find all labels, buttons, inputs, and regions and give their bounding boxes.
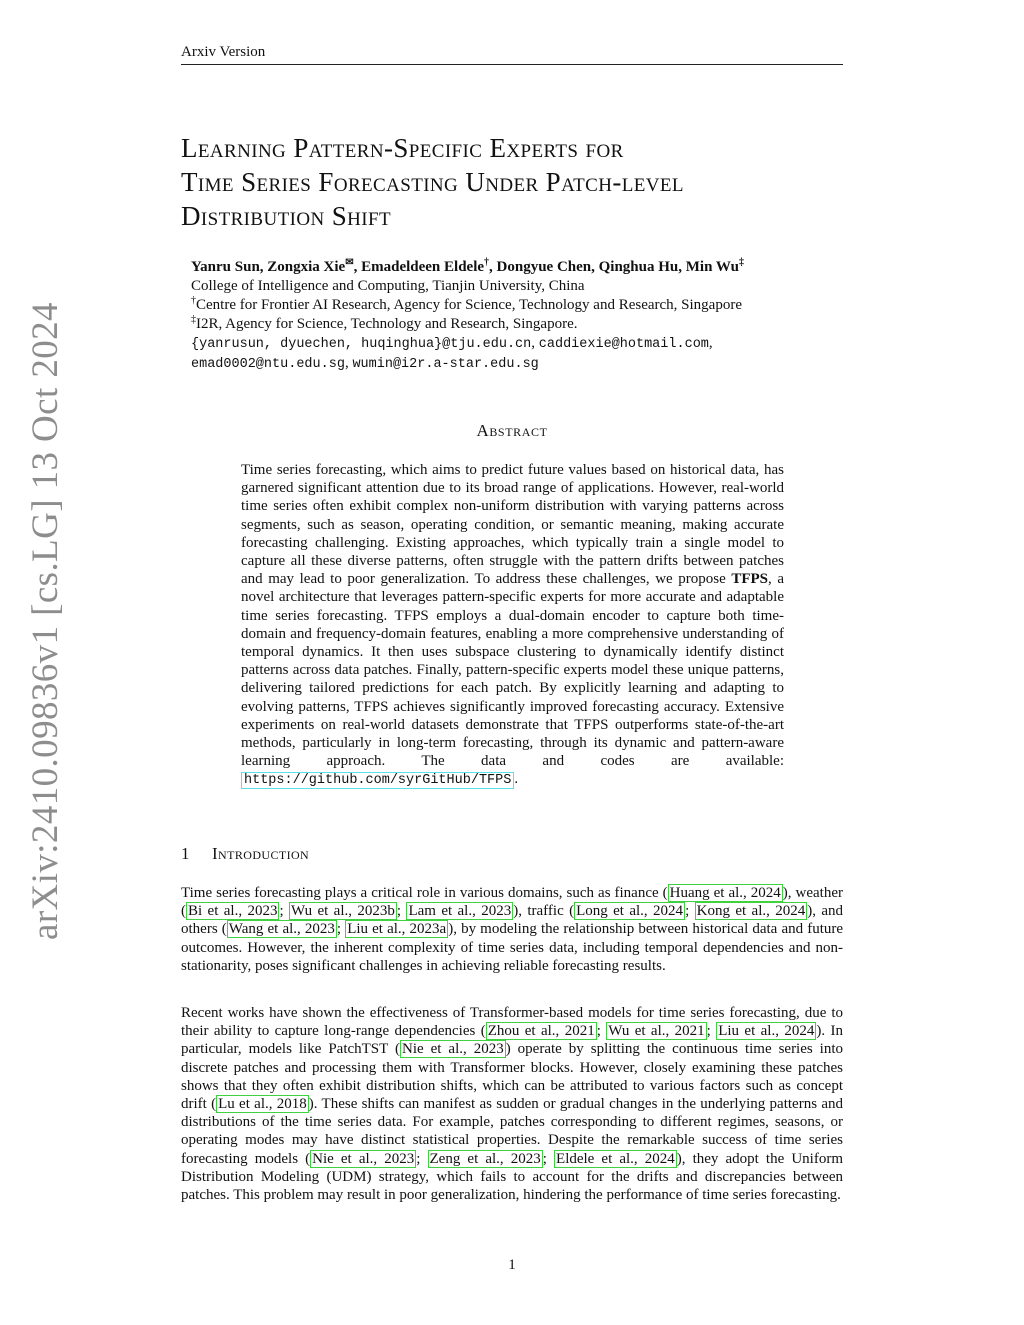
citation-link[interactable]: Liu et al., 2024 xyxy=(718,1023,815,1040)
arxiv-identifier-stamp: arXiv:2410.09836v1 [cs.LG] 13 Oct 2024 xyxy=(25,302,66,940)
section-title: Introduction xyxy=(212,844,310,863)
page-number: 1 xyxy=(508,1257,516,1273)
title-line-2: Time Series Forecasting Under Patch-level xyxy=(181,167,684,197)
citation-link[interactable]: Bi et al., 2023 xyxy=(188,903,278,920)
citation-link[interactable]: Wu et al., 2023b xyxy=(291,903,395,920)
intro-paragraph-1: Time series forecasting plays a critical role in various domains, such as finance ( Huang et al., 2024 ), weather ( Bi et al., 2023 ; Wu et al., 2023b ; Lam et al., 2023 ), traffic ( Long et al., 2024 ; Kong et al., 2024 ), and others ( Wang et al., 2023 ; Liu et al., 2023a ), by modeling the relationship between historical data and future outcomes. However, the inherent complexity of time series data, including temporal dependencies and non-stationarity, poses significant challenges in achieving reliable forecasting results. xyxy=(181,885,844,974)
affiliation-2: †Centre for Frontier AI Research, Agency for Science, Technology and Research, Singapore xyxy=(191,295,742,313)
envelope-icon: ✉ xyxy=(345,257,354,268)
author-block xyxy=(191,258,841,374)
citation-link[interactable]: Long et al., 2024 xyxy=(576,903,684,920)
title-line-1: Learning Pattern-Specific Experts for xyxy=(181,133,624,163)
email-ntu[interactable]: emad0002@ntu.edu.sg xyxy=(191,357,345,372)
citation-link[interactable]: Lam et al., 2023 xyxy=(408,903,512,920)
author-names: Yanru Sun, Zongxia Xie✉, Emadeldeen Eldele†, Dongyue Chen, Qinghua Hu, Min Wu‡ xyxy=(191,257,744,275)
citation-link[interactable]: Wu et al., 2021 xyxy=(608,1023,705,1040)
double-dagger-mark: ‡ xyxy=(191,314,196,325)
intro-paragraph-2: Recent works have shown the effectiveness of Transformer-based models for time series forecasting, due to their ability to capture long-range dependencies ( Zhou et al., 2021 ; Wu et al., 2021 ; Liu et al., 2024 ). In particular, models like PatchTST ( Nie et al., 2023 ) operate by splitting the continuous time series into discrete patches and processing them with Transformer blocks. However, closely examining these patches shows that they often exhibit distribution shifts, which can be attributed to various factors such as concept drift ( Lu et al., 2018 ). These shifts can manifest as sudden or gradual changes in the underlying patterns and distributions of the time series data. For example, patches corresponding to different regimes, seasons, or operating modes may have distinct statistical properties. Despite the remarkable success of time series forecasting models ( Nie et al., 2023 ; Zeng et al., 2023 ; Eldele et al., 2024 ), they adopt the Uniform Distribution Modeling (UDM) strategy, which fails to account for the drifts and discrepancies between patches. This problem may result in poor generalization, hindering the performance of time series forecasting. xyxy=(181,1005,844,1204)
code-link[interactable]: https://github.com/syrGitHub/TFPS xyxy=(241,772,514,789)
citation-link[interactable]: Eldele et al., 2024 xyxy=(556,1150,675,1167)
citation-link[interactable]: Huang et al., 2024 xyxy=(669,885,781,901)
dagger-mark: † xyxy=(191,295,196,306)
dagger-mark: † xyxy=(484,257,490,268)
section-number: 1 xyxy=(181,844,190,863)
affiliation-1: College of Intelligence and Computing, Tianjin University, China xyxy=(191,278,585,294)
abstract-text: Time series forecasting, which aims to predict future values based on historical data, has garnered significant attention due to its broad range of applications. However, real-world time series often exhibit complex non-uniform distribution with varying patterns across segments, such as season, operating condition, or semantic meaning, making accurate forecasting challenging. Existing approaches, which typically train a single model to capture all these diverse patterns, often struggle with the pattern drifts between patches and may lead to poor generalization. To address these challenges, we propose TFPS, a novel architecture that leverages pattern-specific experts for more accurate and adaptable time series forecasting. TFPS employs a dual-domain encoder to capture both time-domain and frequency-domain features, enabling a more comprehensive understanding of temporal dynamics. It then uses subspace clustering to dynamically identify distinct patterns across data patches. Finally, pattern-specific experts model these unique patterns, delivering tailored predictions for each patch. By explicitly learning and adapting to evolving patterns, TFPS achieves significantly improved forecasting accuracy. Extensive experiments on real-world datasets demonstrate that TFPS outperforms state-of-the-art methods, particularly in long-term forecasting, through its dynamic and pattern-aware learning approach. The data and codes are available: https://github.com/syrGitHub/TFPS . xyxy=(241,462,784,789)
paper-title xyxy=(181,131,841,233)
citation-link[interactable]: Nie et al., 2023 xyxy=(402,1041,504,1058)
model-name: TFPS xyxy=(731,571,769,588)
section-heading-introduction xyxy=(181,844,309,864)
citation-link[interactable]: Liu et al., 2023a xyxy=(347,921,447,938)
citation-link[interactable]: Wang et al., 2023 xyxy=(228,921,335,938)
abstract-heading: Abstract xyxy=(476,421,548,440)
email-i2r[interactable]: wumin@i2r.a-star.edu.sg xyxy=(352,357,539,372)
citation-link[interactable]: Nie et al., 2023 xyxy=(312,1150,415,1167)
email-hotmail[interactable]: caddiexie@hotmail.com xyxy=(538,337,709,352)
affiliation-3: ‡I2R, Agency for Science, Technology and Research, Singapore. xyxy=(191,314,578,332)
email-line-1: {yanrusun, dyuechen, huqinghua}@tju.edu.cn, caddiexie@hotmail.com, xyxy=(191,335,713,352)
citation-link[interactable]: Lu et al., 2018 xyxy=(218,1096,307,1113)
running-header: Arxiv Version xyxy=(181,44,843,65)
citation-link[interactable]: Kong et al., 2024 xyxy=(696,903,806,920)
citation-link[interactable]: Zeng et al., 2023 xyxy=(429,1150,541,1167)
double-dagger-mark: ‡ xyxy=(738,257,744,268)
email-tju[interactable]: {yanrusun, dyuechen, huqinghua}@tju.edu.cn xyxy=(191,337,532,352)
email-line-2: emad0002@ntu.edu.sg, wumin@i2r.a-star.edu.sg xyxy=(191,355,539,372)
citation-link[interactable]: Zhou et al., 2021 xyxy=(487,1023,595,1040)
title-line-3: Distribution Shift xyxy=(181,201,391,231)
